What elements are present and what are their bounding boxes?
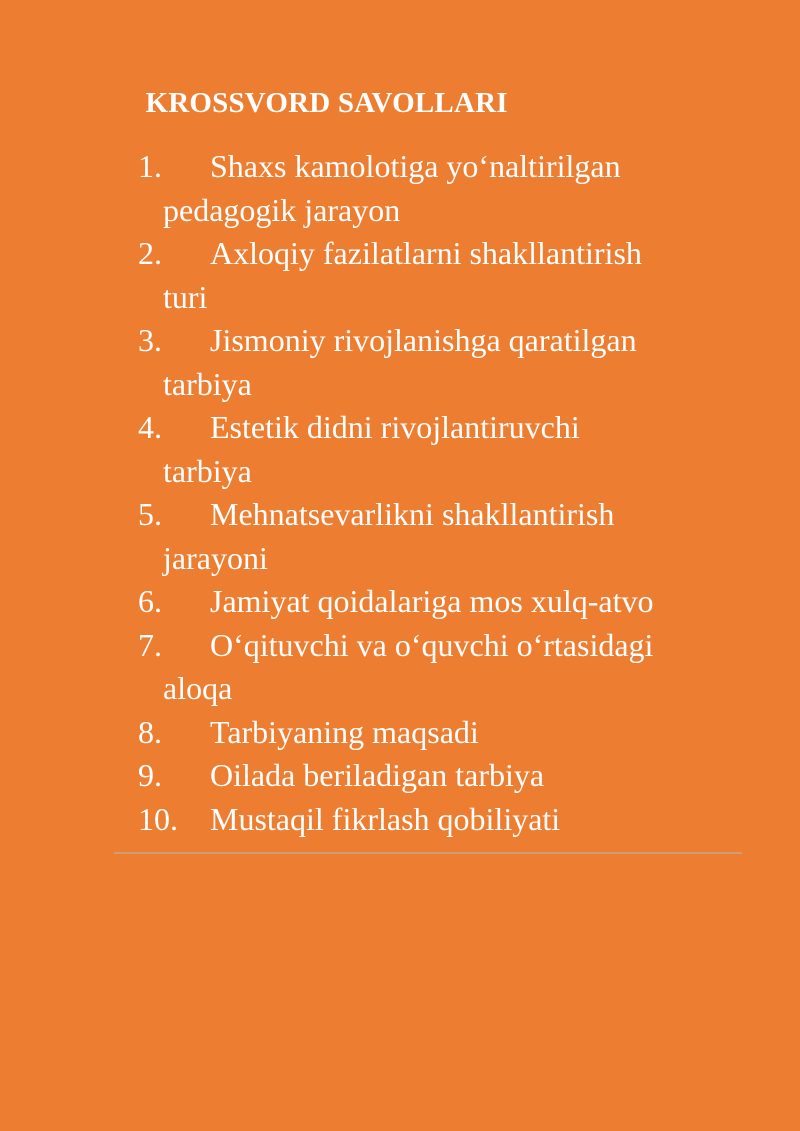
question-text: Jamiyat qoidalariga mos xulq-atvo xyxy=(210,583,654,619)
question-text-continuation: jarayoni xyxy=(163,539,268,576)
question-text: Estetik didni rivojlantiruvchi xyxy=(210,409,580,445)
list-item xyxy=(138,580,748,624)
question-number: 6. xyxy=(138,583,162,619)
question-text: O‘qituvchi va o‘quvchi o‘rtasidagi xyxy=(210,626,654,663)
question-text: Mustaqil fikrlash qobiliyati xyxy=(210,800,561,837)
list-item xyxy=(138,406,748,493)
crossword-question-list xyxy=(138,145,748,841)
list-item xyxy=(138,798,748,842)
question-text-continuation: tarbiya xyxy=(163,365,252,402)
question-text-continuation: aloqa xyxy=(163,670,233,706)
list-item xyxy=(138,711,748,755)
question-number: 1. xyxy=(138,148,162,184)
question-number: 5. xyxy=(138,496,162,532)
question-number: 7. xyxy=(138,626,162,663)
question-number: 9. xyxy=(138,757,162,793)
list-item xyxy=(138,624,748,711)
page-title-text: KROSSVORD SAVOLLARI xyxy=(145,87,508,119)
question-text: Oilada beriladigan tarbiya xyxy=(210,757,545,793)
horizontal-divider xyxy=(114,852,742,854)
question-text: Tarbiyaning maqsadi xyxy=(210,713,479,750)
question-number: 10. xyxy=(138,800,178,837)
list-item xyxy=(138,754,748,798)
list-item xyxy=(138,145,748,232)
question-text: Jismoniy rivojlanishga qaratilgan xyxy=(210,322,637,358)
question-text-continuation: tarbiya xyxy=(163,452,252,489)
question-text-continuation: pedagogik jarayon xyxy=(163,191,401,228)
question-text-continuation: turi xyxy=(163,278,208,315)
question-number: 8. xyxy=(138,713,162,750)
question-text: Mehnatsevarlikni shakllantirish xyxy=(210,496,615,532)
question-number: 2. xyxy=(138,235,162,271)
list-item xyxy=(138,232,748,319)
question-text: Shaxs kamolotiga yo‘naltirilgan xyxy=(210,148,621,184)
question-text: Axloqiy fazilatlarni shakllantirish xyxy=(210,235,642,271)
question-number: 3. xyxy=(138,322,162,358)
list-item xyxy=(138,319,748,406)
question-number: 4. xyxy=(138,409,162,445)
list-item xyxy=(138,493,748,580)
page-title xyxy=(118,86,508,120)
